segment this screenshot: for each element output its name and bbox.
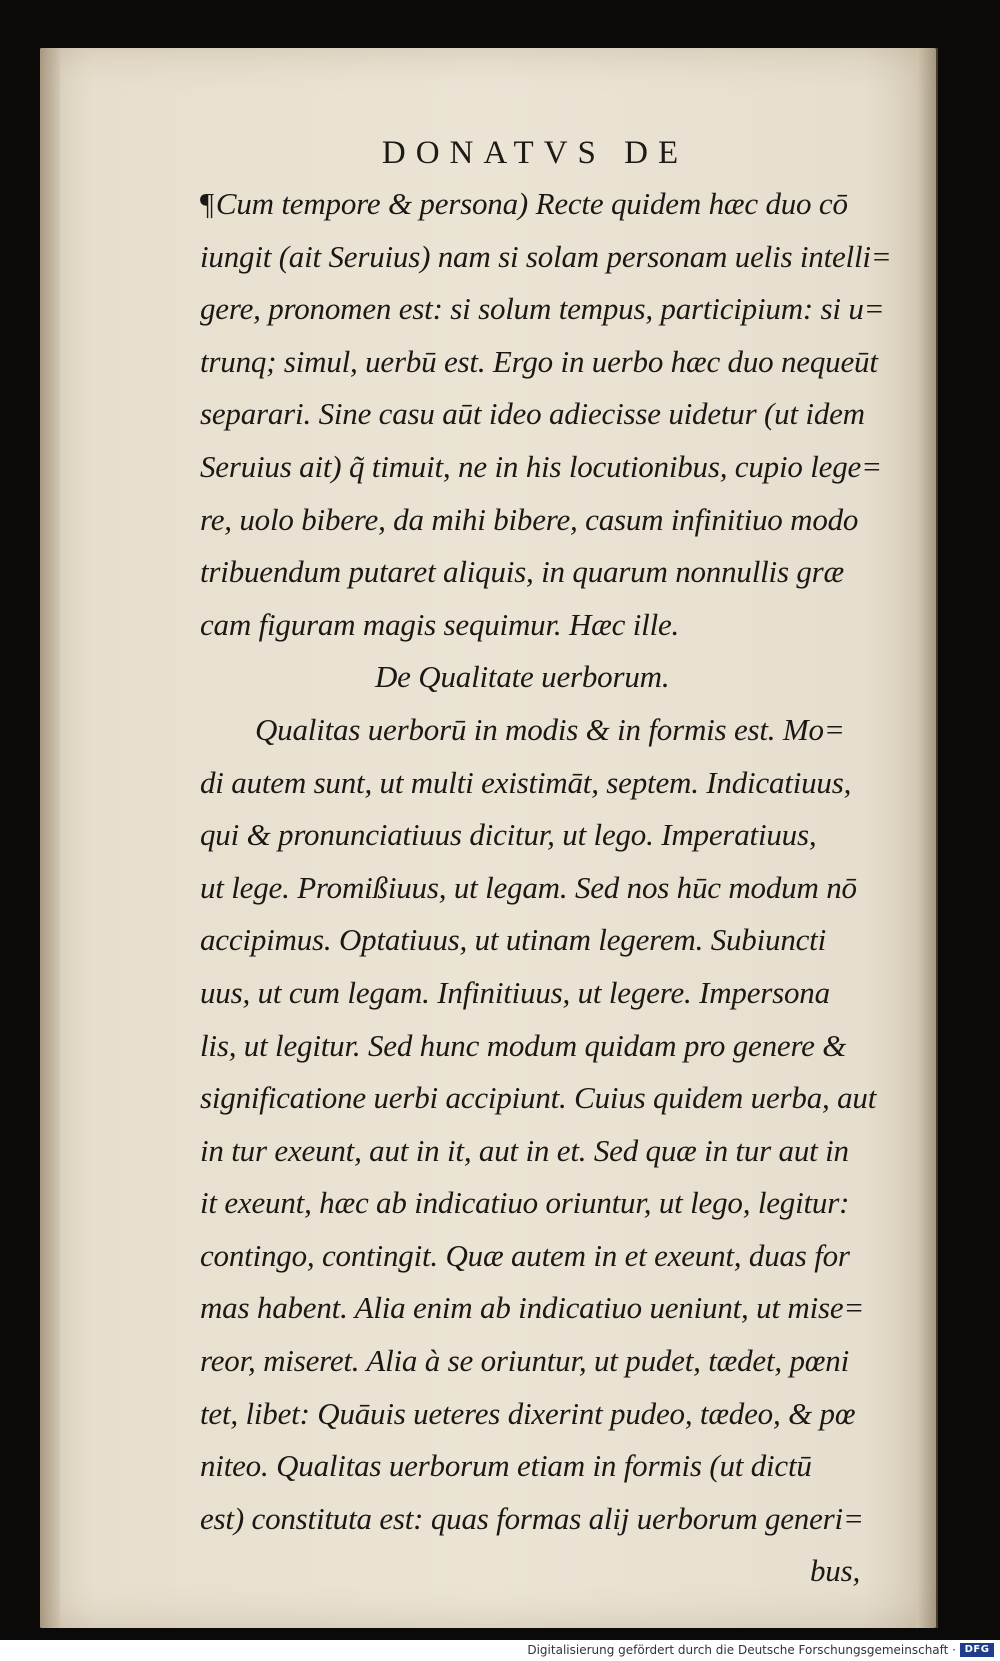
text-line: tet, libet: Quāuis ueteres dixerint pudeo, tædeo, & pœ [200, 1395, 856, 1431]
text-line: est) constituta est: quas formas alij uerborum generi= [200, 1500, 864, 1536]
text-line: significatione uerbi accipiunt. Cuius quidem uerba, aut [200, 1080, 877, 1116]
text-line: contingo, contingit. Quæ autem in et exeunt, duas for [200, 1237, 850, 1273]
catchword: bus, [809, 1553, 860, 1589]
page-gutter-shadow [40, 48, 60, 1628]
text-line: niteo. Qualitas uerborum etiam in formis (ut dictū [200, 1448, 812, 1484]
text-line: it exeunt, hæc ab indicatiuo oriuntur, ut lego, legitur: [200, 1185, 850, 1221]
pilcrow-mark: ¶ [200, 186, 214, 221]
text-line: trunq; simul, uerbū est. Ergo in uerbo hæc duo nequeūt [200, 343, 878, 379]
digitization-footer [0, 1640, 1000, 1661]
page-edge-shadow [916, 48, 938, 1628]
text-line: ¶Cum tempore & persona) Recte quidem hæc duo cō [200, 186, 848, 221]
text-line: reor, miseret. Alia à se oriuntur, ut pudet, tædet, pœni [200, 1343, 849, 1379]
page-text [200, 128, 890, 1598]
text-line: iungit (ait Seruius) nam si solam personam uelis intelli= [200, 238, 892, 274]
text-line: in tur exeunt, aut in it, aut in et. Sed quæ in tur aut in [200, 1132, 849, 1168]
text-line: qui & pronunciatiuus dicitur, ut lego. Imperatiuus, [200, 817, 817, 853]
text-line: Qualitas uerborū in modis & in formis est. Mo= [255, 711, 845, 747]
text-line: accipimus. Optatiuus, ut utinam legerem. Subiuncti [200, 922, 826, 958]
text-line: gere, pronomen est: si solum tempus, participium: si u= [200, 291, 885, 327]
text-line: lis, ut legitur. Sed hunc modum quidam pro genere & [200, 1027, 847, 1063]
text-line: ut lege. Promißiuus, ut legam. Sed nos hūc modum nō [200, 869, 857, 905]
funding-credit: Digitalisierung gefördert durch die Deutsche Forschungsgemeinschaft · [527, 1643, 956, 1657]
dfg-logo: DFG [960, 1643, 994, 1657]
text-line: cam figuram magis sequimur. Hæc ille. [200, 606, 680, 642]
text-line: mas habent. Alia enim ab indicatiuo ueniunt, ut mise= [200, 1290, 865, 1326]
text-line: di autem sunt, ut multi existimāt, septem. Indicatiuus, [200, 764, 852, 800]
running-head: DONATVS DE [381, 135, 689, 171]
text-line: separari. Sine casu aūt ideo adiecisse uidetur (ut idem [200, 396, 865, 432]
text-line: tribuendum putaret aliquis, in quarum nonnullis græ [200, 554, 844, 590]
text-line: re, uolo bibere, da mihi bibere, casum infinitiuo modo [200, 501, 859, 537]
text-line: uus, ut cum legam. Infinitiuus, ut legere. Impersona [200, 974, 830, 1010]
text-line: Seruius ait) q̃ timuit, ne in his locutionibus, cupio lege= [200, 448, 882, 484]
section-heading: De Qualitate uerborum. [375, 659, 670, 695]
